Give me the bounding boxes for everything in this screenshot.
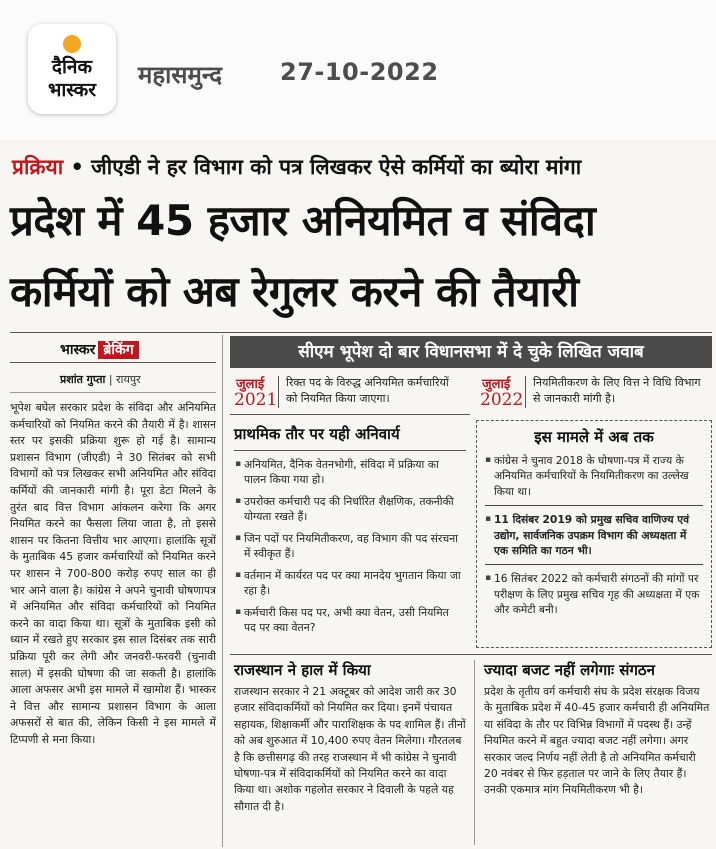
budget-title: ज्यादा बजट नहीं लगेगाः संगठन	[484, 661, 655, 679]
cm-banner: सीएम भूपेश दो बार विधानसभा में दे चुके लिखित जवाब	[230, 336, 712, 368]
brand-part-1: भास्कर	[60, 342, 96, 358]
logo-line-1: दैनिक	[51, 56, 93, 78]
cm-month-2: जुलाई	[482, 377, 511, 392]
kicker-text: • जीएडी ने हर विभाग को पत्र लिखकर ऐसे कर्मियों का ब्योरा मांगा	[70, 155, 582, 179]
so-far-item: ▪ 11 दिसंबर 2019 को प्रमुख सचिव वाणिज्य एवं उद्योग, सार्वजनिक उपक्रम विभाग की अध्यक्षता में एक समिति का गठन भी।	[485, 512, 703, 558]
lower-column-divider	[474, 660, 475, 845]
primary-item: ▪ वर्तमान में कार्यरत पद पर क्या मानदेय भुगतान किया जा रहा है।	[236, 568, 464, 598]
headline-divider	[10, 332, 712, 333]
cm-year-1: 2021	[234, 390, 278, 410]
logo-line-2: भास्कर	[47, 79, 97, 101]
brand-part-2: ब्रेकिंग	[98, 341, 138, 359]
article-body: भूपेश बघेल सरकार प्रदेश के संविदा और अनियमित कर्मचारियों को नियमित करने की तैयारी में है। शासन स्तर पर इसकी प्रक्रिया शुरू हो गई है। सामान्य प्रशासन विभाग (जीएडी) ने 30 सितंबर को सभी विभागों को पत्र लिखकर सभी अनियमित और संविदा कर्मियों की जानकारी मांगी है। पूरा डेटा मिलने के तुरंत बाद वित्त विभाग आंकलन करेगा कि अगर नियमित करने का फैसला लिया जाता है, तो इससे शासन पर कितना वित्तीय भार आएगा। हालांकि सूत्रों के मुताबिक 45 हजार कर्मचारियों को नियमित करने पर शासन ने 700-800 करोड़ रुपए साल का ही भार आने वाला है। कांग्रेस ने अपने चुनावी घोषणापत्र में अनियमित और संविदा कर्मचारियों को नियमित करने का वादा किया था। सूत्रों के मुताबिक इसी को ध्यान में रखते हुए सरकार इस साल दिसंबर तक सारी प्रक्रिया पूरी कर लेगी और जनवरी-फरवरी (चुनावी साल) में इसकी घोषणा की जा सकती है। हालांकि आला अफसर अभी इस मामले में खामोश हैं। भास्कर ने वित्त और सामान्य प्रशासन विभाग के आला अफसरों से बात की, लेकिन किसी ने इस मामले में टिप्पणी से मना किया।	[10, 401, 216, 746]
cm-bar-2	[525, 376, 526, 408]
primary-title-divider	[234, 450, 466, 451]
headline-line-1: प्रदेश में 45 हजार अनियमित व संविदा	[10, 196, 596, 245]
so-far-item: ▪ 16 सितंबर 2022 को कर्मचारी संगठनों की मांगों पर परीक्षण के लिए प्रमुख सचिव गृह की अध्यक्षता में एक और कमेटी बनी।	[485, 571, 703, 617]
so-far-item: ▪ कांग्रेस ने चुनाव 2018 के घोषणा-पत्र में राज्य के अनियमित कर्मचारियों के नियमितीकरण का उल्लेख किया था।	[485, 453, 703, 499]
kicker-label: प्रक्रिया	[12, 155, 64, 179]
lower-divider	[230, 654, 712, 655]
cm-month-1: जुलाई	[236, 377, 265, 392]
so-far-divider	[485, 505, 703, 506]
edition-date: 27-10-2022	[280, 58, 439, 86]
sun-icon	[63, 35, 81, 53]
primary-item: ▪ जिन पदों पर नियमितीकरण, वह विभाग की पद संरचना में स्वीकृत हैं।	[236, 531, 464, 561]
cm-text-2: नियमितीकरण के लिए वित्त ने विधि विभाग से जानकारी मांगी है।	[533, 376, 701, 405]
so-far-box	[476, 420, 712, 648]
headline-line-2: कर्मियों को अब रेगुलर करने की तैयारी	[10, 267, 579, 316]
primary-item: ▪ कर्मचारी किस पद पर, अभी क्या वेतन, उसी नियमित पद पर क्या वेतन?	[236, 605, 464, 635]
cm-year-2: 2022	[480, 390, 524, 410]
article-kicker	[12, 153, 581, 181]
cm-divider	[230, 414, 470, 415]
bhaskar-breaking-logo	[60, 340, 139, 359]
budget-text: प्रदेश के तृतीय वर्ग कर्मचारी संघ के प्रदेश संरक्षक विजय के मुताबिक प्रदेश में 40-45 हजार कर्मचारी ही अनियमित या संविदा के तौर पर विभिन्न विभागों में पदस्थ हैं। उन्हें नियमित करने में बहुत ज्यादा बजट नहीं लगेगा। अगर सरकार जल्द निर्णय नहीं लेती है तो अनियमित कर्मचारी 20 नवंबर से फिर हड़ताल पर जाने के लिए तैयार हैं। उनकी एकमात्र मांग नियमितीकरण भी है।	[484, 685, 710, 797]
primary-item: ▪ अनियमित, दैनिक वेतनभोगी, संविदा में प्रक्रिया का पालन किया गया हो।	[236, 457, 464, 487]
primary-requirements-box	[230, 418, 468, 646]
dainik-bhaskar-logo[interactable]	[28, 24, 116, 114]
byline-city: | रायपुर	[108, 373, 141, 386]
rajasthan-title: राजस्थान ने हाल में किया	[234, 661, 371, 679]
edition-place: महासमुन्द	[138, 61, 223, 89]
so-far-divider	[485, 564, 703, 565]
primary-list	[230, 457, 468, 635]
so-far-title: इस मामले में अब तक	[534, 428, 654, 446]
news-header	[0, 0, 716, 140]
byline-divider	[10, 392, 216, 393]
rajasthan-text: राजस्थान सरकार ने 21 अक्टूबर को आदेश जारी कर 30 हजार संविदाकर्मियों को नियमित कर दिया। इनमें पंचायत सहायक, शिक्षाकर्मी और पाराशिक्षक के पद शामिल हैं। तीनों को अब शुरुआत में 10,400 रुपए वेतन मिलेगा। गौरतलब है कि छत्तीसगढ़ की तरह राजस्थान में भी कांग्रेस ने चुनावी घोषणा-पत्र में संविदाकर्मियों को नियमित करने का वादा किया था। अशोक गहलोत सरकार ने दिवाली के पहले यह सौगात दी है।	[234, 685, 466, 813]
primary-item: ▪ उपरोक्त कर्मचारी पद की निर्धारित शैक्षणिक, तकनीकी योग्यता रखते हैं।	[236, 494, 464, 524]
column-divider	[222, 335, 223, 847]
byline-name: प्रशांत गुप्ता	[60, 373, 106, 386]
cm-text-1: रिक्त पद के विरुद्ध अनियमित कर्मचारियों को नियमित किया जाएगा।	[286, 376, 449, 405]
cm-bar-1	[278, 376, 279, 408]
primary-title: प्राथमिक तौर पर यही अनिवार्य	[234, 425, 400, 443]
byline	[60, 372, 141, 387]
brand-divider	[10, 362, 216, 363]
